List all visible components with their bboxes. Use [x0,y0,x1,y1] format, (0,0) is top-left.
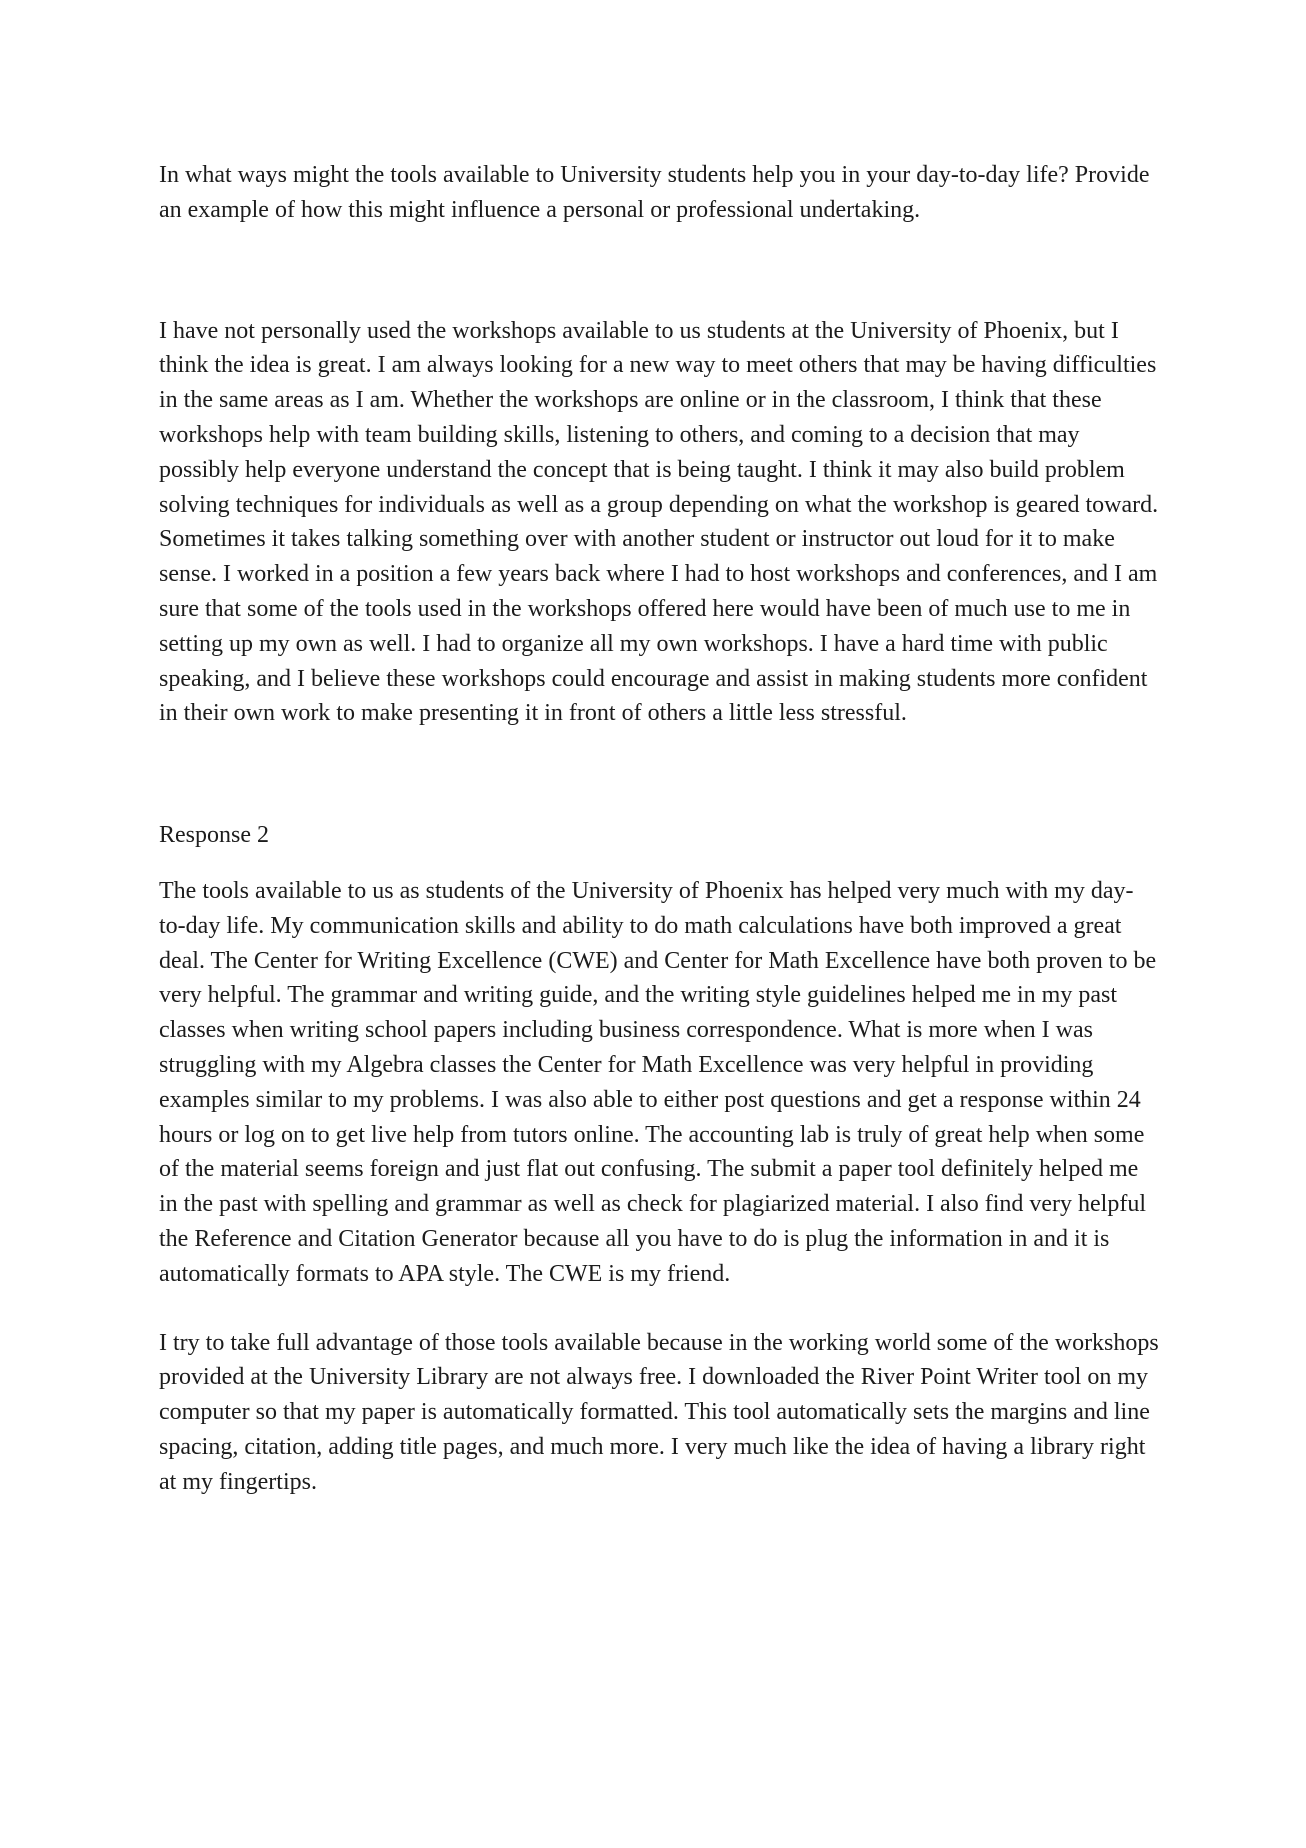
response-2-paragraph-1: The tools available to us as students of the University of Phoenix has helped very much with my day-to-day life. My communication skills and ability to do math calculations have both improved a great deal. The Center for Writing Excellence (CWE) and Center for Math Excellence have both proven to be very helpful. The grammar and writing guide, and the writing style guidelines helped me in my past classes when writing school papers including business correspondence. What is more when I was struggling with my Algebra classes the Center for Math Excellence was very helpful in providing examples similar to my problems. I was also able to either post questions and get a response within 24 hours or log on to get live help from tutors online. The accounting lab is truly of great help when some of the material seems foreign and just flat out confusing. The submit a paper tool definitely helped me in the past with spelling and grammar as well as check for plagiarized material. I also find very helpful the Reference and Citation Generator because all you have to do is plug the information in and it is automatically formats to APA style. The CWE is my friend. [159,877,1157,1287]
question-paragraph: In what ways might the tools available to University students help you in your day-to-day life? Provide an example of how this might influence a personal or professional undertaking. [159,162,1150,223]
document-body [159,158,1159,1500]
response-1-paragraph: I have not personally used the workshops available to us students at the University of Phoenix, but I think the idea is great. I am always looking for a new way to meet others that may be having difficulties in the same areas as I am. Whether the workshops are online or in the classroom, I think that these workshops help with team building skills, listening to others, and coming to a decision that may possibly help everyone understand the concept that is being taught. I think it may also build problem solving techniques for individuals as well as a group depending on what the workshop is geared toward. Sometimes it takes talking something over with another student or instructor out loud for it to make sense. I worked in a position a few years back where I had to host workshops and conferences, and I am sure that some of the tools used in the workshops offered here would have been of much use to me in setting up my own as well. I had to organize all my own workshops. I have a hard time with public speaking, and I believe these workshops could encourage and assist in making students more confident in their own work to make presenting it in front of others a little less stressful. [159,317,1159,727]
response-2-paragraph-2: I try to take full advantage of those tools available because in the working world some of the workshops provided at the University Library are not always free. I downloaded the River Point Writer tool on my computer so that my paper is automatically formatted. This tool automatically sets the margins and line spacing, citation, adding title pages, and much more. I very much like the idea of having a library right at my fingertips. [159,1329,1159,1495]
response-2-heading: Response 2 [159,822,269,849]
